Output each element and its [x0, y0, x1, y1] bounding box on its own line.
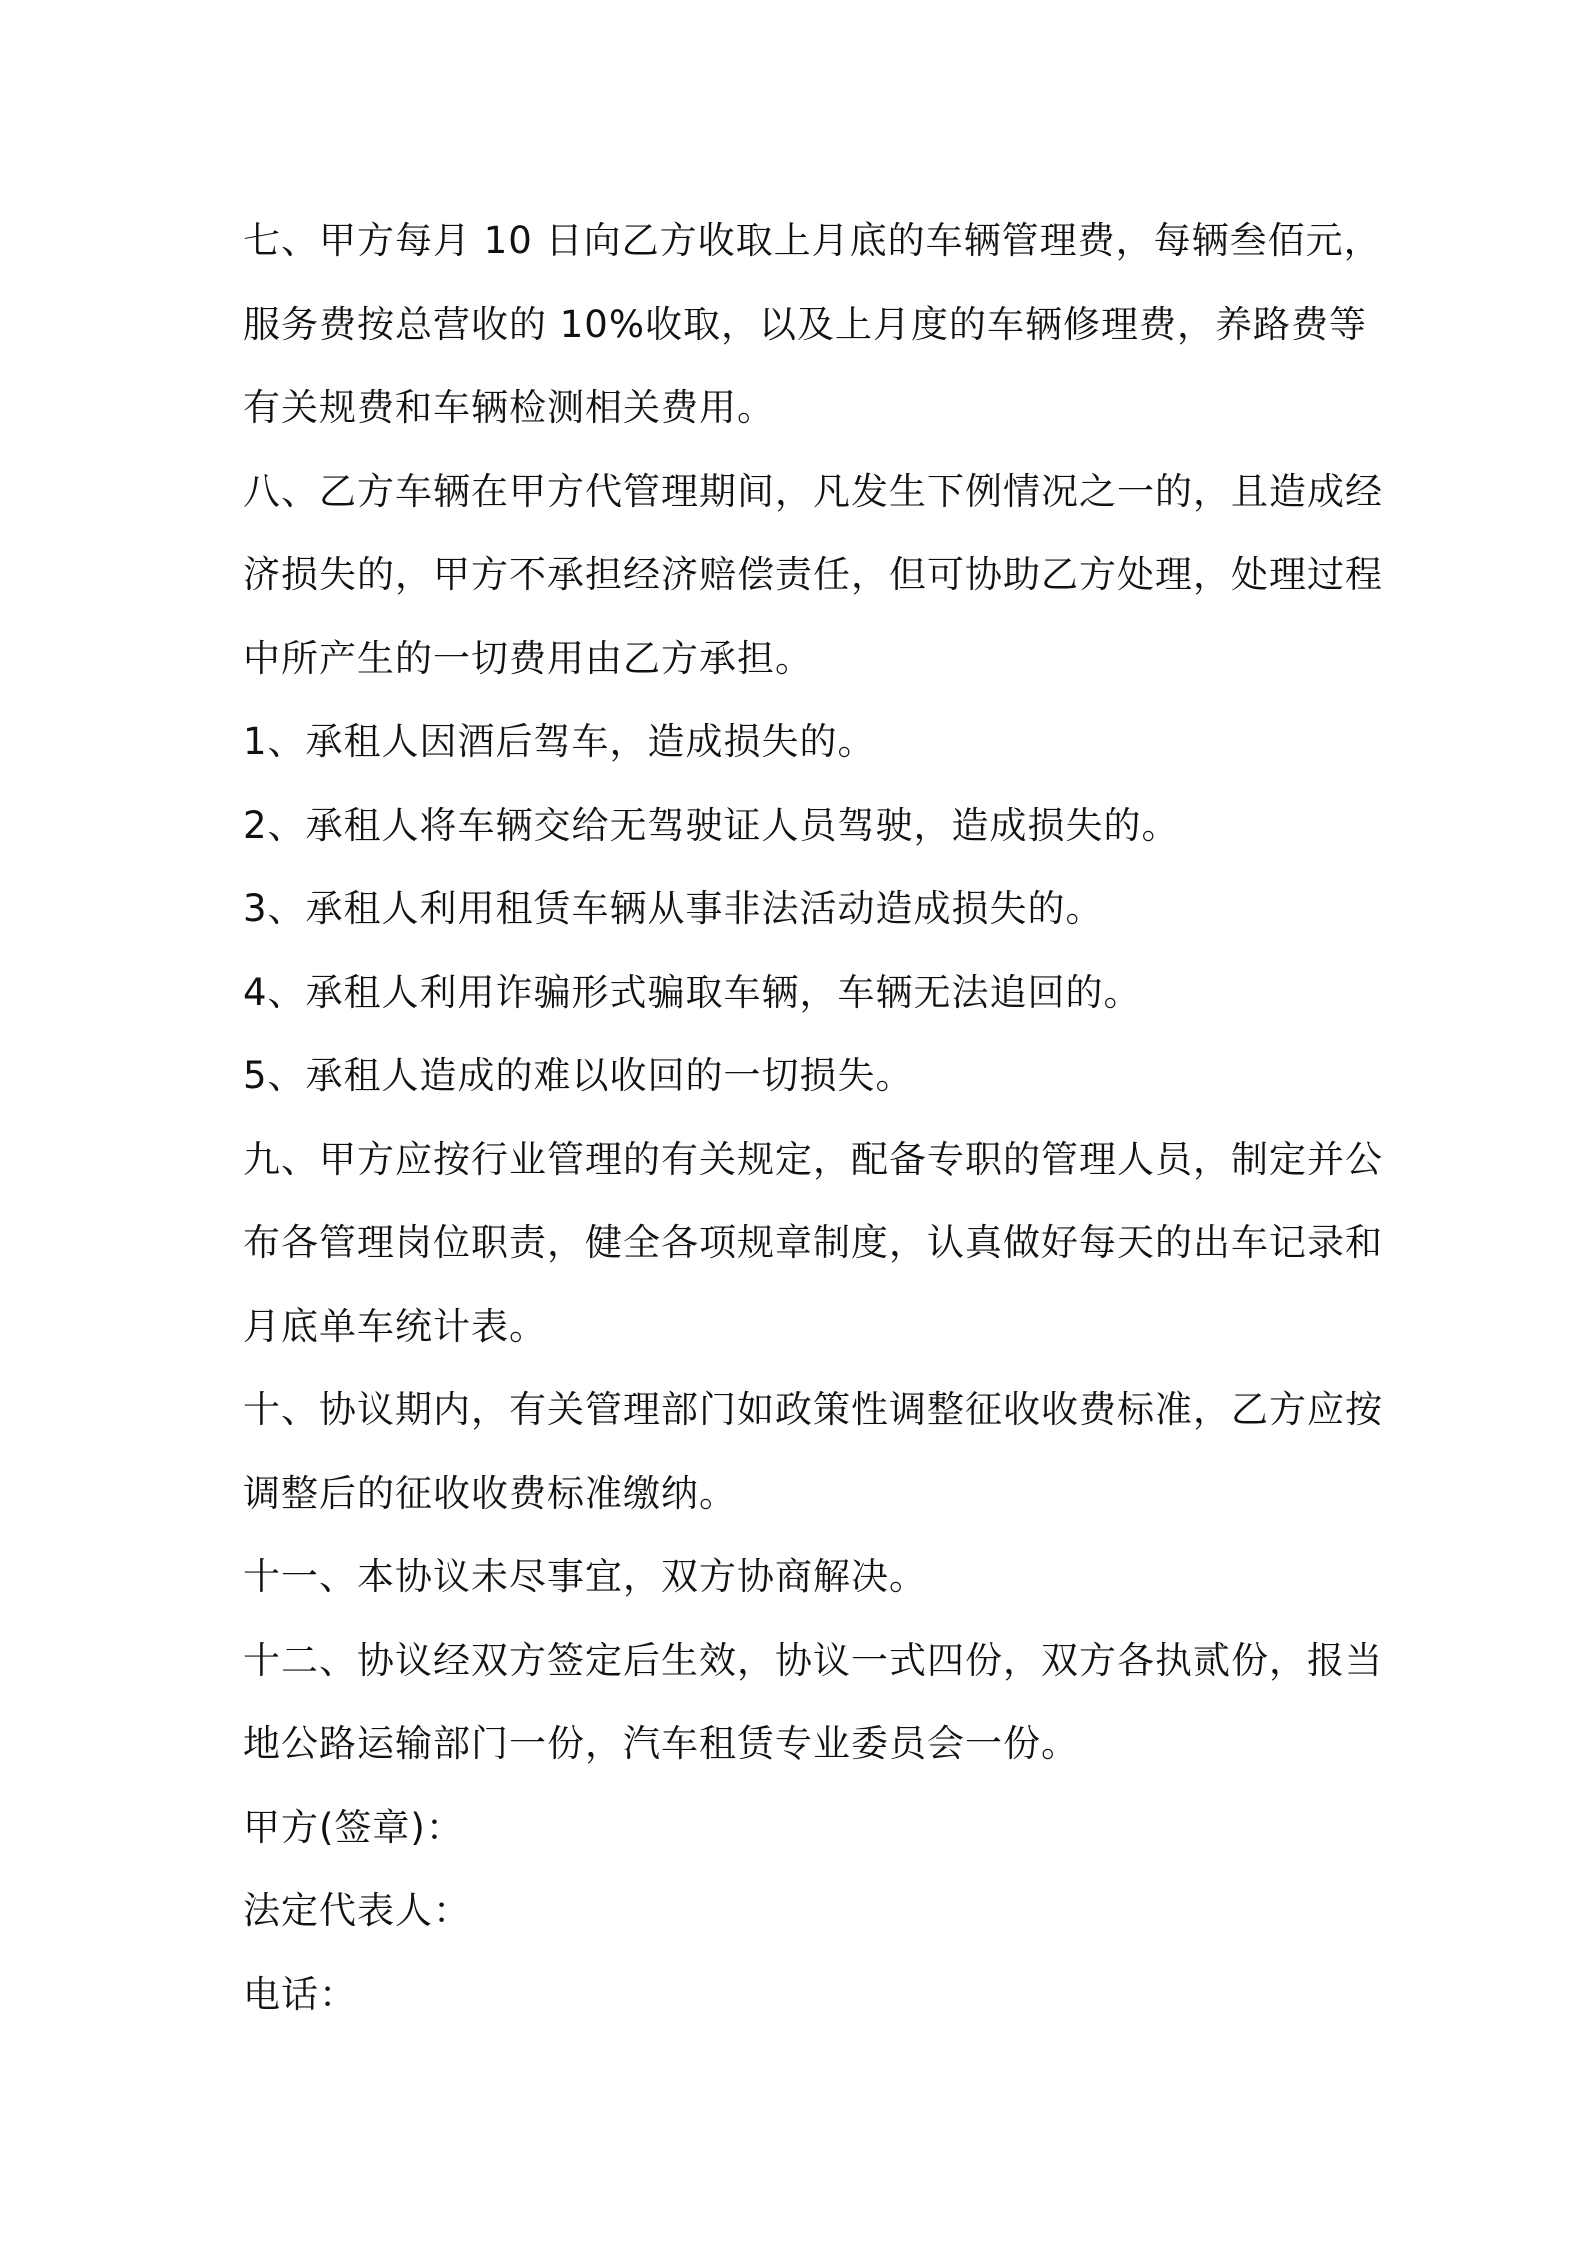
clause-8-line-2: 济损失的，甲方不承担经济赔偿责任，但可协助乙方处理，处理过程	[243, 553, 1383, 596]
clause-11-line-1: 十一、本协议未尽事宜，双方协商解决。	[243, 1555, 927, 1598]
clause-10-line-1: 十、协议期内，有关管理部门如政策性调整征收收费标准，乙方应按	[243, 1388, 1383, 1431]
clause-10-line-2: 调整后的征收收费标准缴纳。	[243, 1471, 737, 1515]
clause-8-item-2: 2、承租人将车辆交给无驾驶证人员驾驶，造成损失的。	[243, 803, 1180, 847]
document-body	[243, 199, 1383, 2036]
clause-8-item-1: 1、承租人因酒后驾车，造成损失的。	[243, 720, 876, 763]
phone-label: 电话：	[243, 1972, 357, 2016]
clause-7-line-3: 有关规费和车辆检测相关费用。	[243, 386, 775, 429]
clause-12-line-1: 十二、协议经双方签定后生效，协议一式四份，双方各执贰份，报当	[243, 1638, 1383, 1682]
clause-7-line-2: 服务费按总营收的 10%收取，以及上月度的车辆修理费，养路费等	[243, 302, 1367, 346]
party-a-signature-label: 甲方(签章)：	[243, 1805, 464, 1849]
clause-8-line-3: 中所产生的一切费用由乙方承担。	[243, 636, 813, 680]
clause-7-line-1: 七、甲方每月 10 日向乙方收取上月底的车辆管理费，每辆叁佰元，	[243, 219, 1382, 262]
clause-8-line-1: 八、乙方车辆在甲方代管理期间，凡发生下例情况之一的，且造成经	[243, 469, 1383, 513]
clause-9-line-3: 月底单车统计表。	[243, 1304, 547, 1348]
legal-representative-label: 法定代表人：	[243, 1889, 471, 1932]
clause-9-line-2: 布各管理岗位职责，健全各项规章制度，认真做好每天的出车记录和	[243, 1221, 1383, 1264]
clause-9-line-1: 九、甲方应按行业管理的有关规定，配备专职的管理人员，制定并公	[243, 1137, 1383, 1181]
clause-12-line-2: 地公路运输部门一份，汽车租赁专业委员会一份。	[243, 1722, 1079, 1765]
clause-8-item-5: 5、承租人造成的难以收回的一切损失。	[243, 1054, 914, 1097]
clause-8-item-4: 4、承租人利用诈骗形式骗取车辆，车辆无法追回的。	[243, 970, 1142, 1014]
clause-8-item-3: 3、承租人利用租赁车辆从事非法活动造成损失的。	[243, 887, 1104, 930]
